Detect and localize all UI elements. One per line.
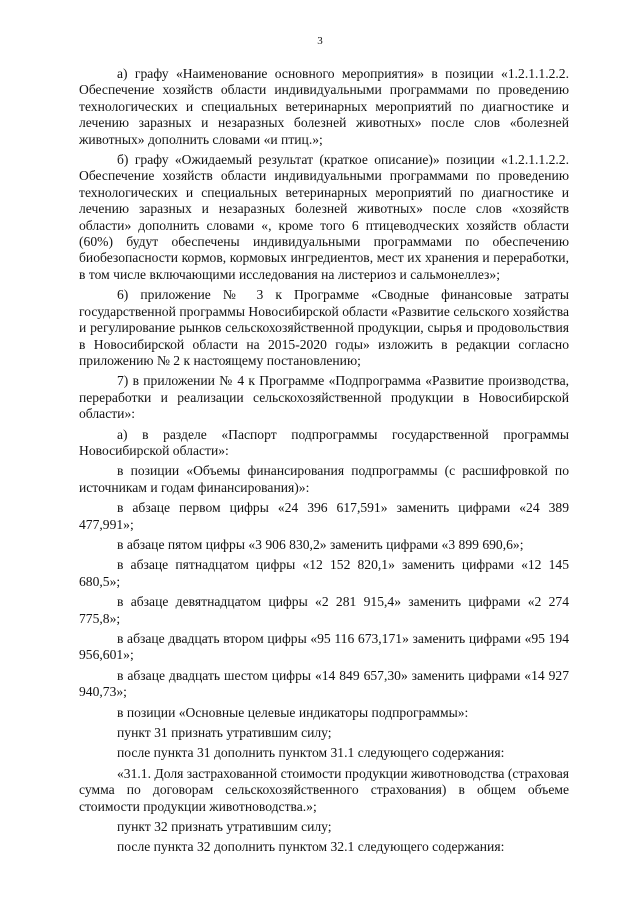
paragraph-nineteenth-abzac: в абзаце девятнадцатом цифры «2 281 915,4» заменить цифрами «2 274 775,8»; — [79, 594, 569, 626]
paragraph-add-item-32-1: после пункта 32 дополнить пунктом 32.1 следующего содержания: — [117, 839, 505, 855]
paragraph-twenty-sixth-abzac: в абзаце двадцать шестом цифры «14 849 657,30» заменить цифрами «14 927 940,73»; — [79, 667, 569, 700]
paragraph-b-expected-result: б) графу «Ожидаемый результат (краткое описание)» позиции «1.2.1.1.2.2. Обеспечение хозяйств области индивидуальными программами по проведению технологических и специальных ветеринарных мероприятий по диагностике и лечению заразных и незаразных болезней животных» после слов «хозяйств области» дополнить словами «, кроме того 6 птицеводческих хозяйств области (60%) будут обеспечены индивидуальными программами по обеспечению биобезопасности кормов, кормовых ингредиентов, мест их хранения и переработки, в том числе включающими исследования на листериоз и сальмонеллез»; — [79, 152, 569, 282]
paragraph-add-item-31-1: после пункта 31 дополнить пунктом 31.1 следующего содержания: — [117, 745, 505, 761]
paragraph-7-appendix-4: 7) в приложении № 4 к Программе «Подпрограмма «Развитие производства, переработки и реализации сельскохозяйственной продукции в Новосибирской области»: — [79, 373, 569, 422]
paragraph-funding-position: в позиции «Объемы финансирования подпрограммы (с расшифровкой по источникам и годам финансирования)»: — [79, 463, 569, 495]
paragraph-a-graph-name: а) графу «Наименование основного мероприятия» в позиции «1.2.1.1.2.2. Обеспечение хозяйств области индивидуальными программами по проведению технологических и специальных ветеринарных мероприятий по диагностике и лечению заразных и незаразных болезней животных» после слов «болезней животных» дополнить словами «и птиц.»; — [79, 66, 569, 147]
paragraph-item-31-void: пункт 31 признать утратившим силу; — [117, 725, 332, 741]
paragraph-target-indicators: в позиции «Основные целевые индикаторы подпрограммы»: — [117, 704, 469, 720]
paragraph-fifth-abzac: в абзаце пятом цифры «3 906 830,2» заменить цифрами «3 899 690,6»; — [117, 536, 524, 552]
paragraph-a-passport-section: а) в разделе «Паспорт подпрограммы государственной программы Новосибирской области»: — [79, 426, 569, 458]
paragraph-twenty-second-abzac: в абзаце двадцать втором цифры «95 116 673,171» заменить цифрами «95 194 956,601»; — [79, 631, 569, 663]
paragraph-first-abzac: в абзаце первом цифры «24 396 617,591» заменить цифрами «24 389 477,991»; — [79, 500, 569, 532]
paragraph-fifteenth-abzac: в абзаце пятнадцатом цифры «12 152 820,1» заменить цифрами «12 145 680,5»; — [79, 557, 569, 589]
paragraph-item-31-1-text: «31.1. Доля застрахованной стоимости продукции животноводства (страховая сумма по договорам сельскохозяйственного страхования) в общем объеме стоимости продукции животноводства.»; — [79, 765, 569, 814]
paragraph-6-appendix-3: 6) приложение № 3 к Программе «Сводные финансовые затраты государственной программы Новосибирской области «Развитие сельского хозяйства и регулирование рынков сельскохозяйственной продукции, сырья и продовольствия в Новосибирской области на 2015-2020 годы» изложить в редакции согласно приложению № 2 к настоящему постановлению; — [79, 287, 569, 368]
document-body — [79, 66, 569, 856]
paragraph-item-32-void: пункт 32 признать утратившим силу; — [117, 819, 332, 835]
page-number: 3 — [317, 35, 323, 47]
